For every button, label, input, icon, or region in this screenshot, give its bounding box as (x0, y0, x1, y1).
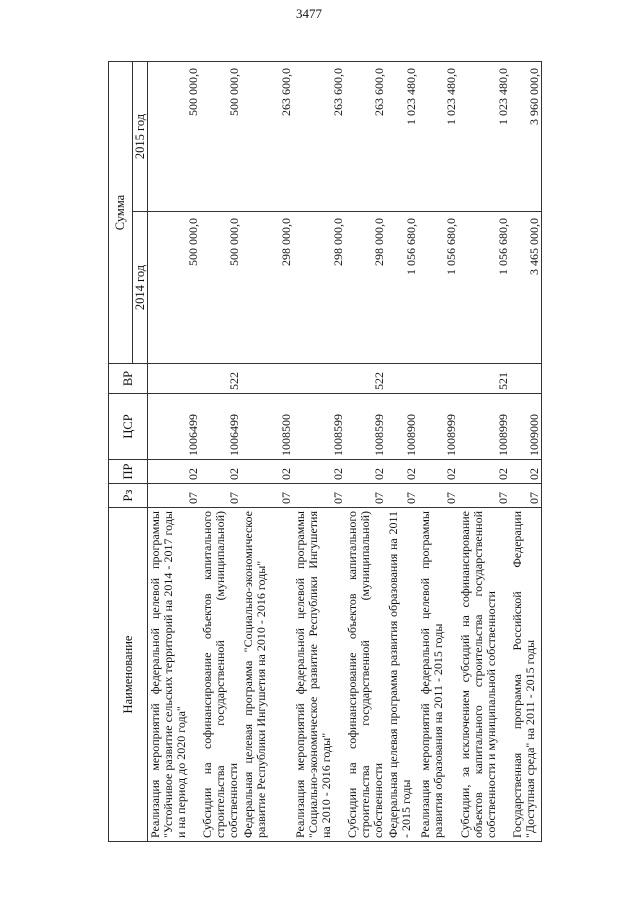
row-csr-cell: 1006499 (148, 394, 200, 460)
table-header (109, 62, 148, 842)
row-name-cell: Субсидии на софинансирование объектов капитального строительства государственной (муниципальной) собственности (345, 508, 386, 842)
header-csr: ЦСР (109, 394, 148, 460)
row-sum-2015-cell: 500 000,0 (200, 62, 241, 212)
row-csr-cell: 1009000 (510, 394, 542, 460)
row-vr-cell: 522 (200, 364, 241, 394)
table-row (241, 62, 293, 842)
row-name-cell: Реализация мероприятий федеральной целевой программы развития образования на 2011 - 2015 годы (418, 508, 458, 842)
row-csr-cell: 1008500 (241, 394, 293, 460)
row-sum-2015-cell: 1 023 480,0 (386, 62, 418, 212)
row-name-cell: Субсидии на софинансирование объектов капитального строительства государственной (муниципальной) собственности (200, 508, 241, 842)
row-rz-cell: 07 (386, 484, 418, 508)
header-2014: 2014 год (133, 212, 148, 364)
row-sum-2015-cell: 263 600,0 (241, 62, 293, 212)
header-sum: Сумма (109, 62, 133, 364)
row-sum-2014-cell: 298 000,0 (345, 212, 386, 364)
row-vr-cell (293, 364, 345, 394)
row-vr-cell (241, 364, 293, 394)
table-row (458, 62, 510, 842)
row-sum-2015-cell: 500 000,0 (148, 62, 200, 212)
row-rz-cell: 07 (418, 484, 458, 508)
row-csr-cell: 1008599 (293, 394, 345, 460)
row-rz-cell: 07 (510, 484, 542, 508)
row-csr-cell: 1008599 (345, 394, 386, 460)
row-vr-cell (148, 364, 200, 394)
row-pr-cell: 02 (200, 460, 241, 484)
header-pr: ПР (109, 460, 148, 484)
row-name-cell: Федеральная целевая программа "Социально-экономическое развитие Республики Ингушетия на 2010 - 2016 годы" (241, 508, 293, 842)
row-name-cell: Федеральная целевая программа развития образования на 2011 - 2015 годы (386, 508, 418, 842)
row-csr-cell: 1006499 (200, 394, 241, 460)
row-name-cell: Государственная программа Российской Федерации "Доступная среда" на 2011 - 2015 годы (510, 508, 542, 842)
row-sum-2014-cell: 1 056 680,0 (458, 212, 510, 364)
row-rz-cell: 07 (241, 484, 293, 508)
row-name-cell: Реализация мероприятий федеральной целевой программы "Устойчивое развитие сельских территорий на 2014 - 2017 годы и на период до 2020 года" (148, 508, 200, 842)
row-sum-2014-cell: 298 000,0 (293, 212, 345, 364)
row-vr-cell (386, 364, 418, 394)
table-row (418, 62, 458, 842)
row-vr-cell (510, 364, 542, 394)
row-csr-cell: 1008900 (386, 394, 418, 460)
row-sum-2014-cell: 1 056 680,0 (386, 212, 418, 364)
row-name-cell: Субсидии, за исключением субсидий на софинансирование объектов капитального строительства государственной собственности и муниципальной собственности (458, 508, 510, 842)
row-pr-cell: 02 (418, 460, 458, 484)
row-sum-2014-cell: 298 000,0 (241, 212, 293, 364)
row-pr-cell: 02 (510, 460, 542, 484)
row-pr-cell: 02 (458, 460, 510, 484)
row-sum-2014-cell: 500 000,0 (200, 212, 241, 364)
row-csr-cell: 1008999 (418, 394, 458, 460)
row-sum-2014-cell: 500 000,0 (148, 212, 200, 364)
row-sum-2015-cell: 1 023 480,0 (418, 62, 458, 212)
row-sum-2014-cell: 3 465 000,0 (510, 212, 542, 364)
row-sum-2015-cell: 1 023 480,0 (458, 62, 510, 212)
page-number: 3477 (296, 6, 322, 21)
budget-table-sheet (108, 62, 608, 842)
row-rz-cell: 07 (458, 484, 510, 508)
table-row (148, 62, 200, 842)
row-pr-cell: 02 (293, 460, 345, 484)
row-vr-cell (418, 364, 458, 394)
row-pr-cell: 02 (345, 460, 386, 484)
row-rz-cell: 07 (200, 484, 241, 508)
budget-table (108, 61, 542, 842)
table-row (510, 62, 542, 842)
row-sum-2015-cell: 263 600,0 (293, 62, 345, 212)
row-sum-2014-cell: 1 056 680,0 (418, 212, 458, 364)
header-2015: 2015 год (133, 62, 148, 212)
row-rz-cell: 07 (345, 484, 386, 508)
row-pr-cell: 02 (241, 460, 293, 484)
row-pr-cell: 02 (148, 460, 200, 484)
row-vr-cell: 522 (345, 364, 386, 394)
row-csr-cell: 1008999 (458, 394, 510, 460)
row-pr-cell: 02 (386, 460, 418, 484)
row-sum-2015-cell: 3 960 000,0 (510, 62, 542, 212)
table-row (200, 62, 241, 842)
table-row (386, 62, 418, 842)
header-vr: ВР (109, 364, 148, 394)
table-row (345, 62, 386, 842)
row-name-cell: Реализация мероприятий федеральной целевой программы "Социально-экономическое развитие Республики Ингушетия на 2010 - 2016 годы" (293, 508, 345, 842)
table-row (293, 62, 345, 842)
row-rz-cell: 07 (148, 484, 200, 508)
table-body (148, 62, 542, 842)
row-vr-cell: 521 (458, 364, 510, 394)
row-sum-2015-cell: 263 600,0 (345, 62, 386, 212)
header-rz: Рз (109, 484, 148, 508)
header-name: Наименование (109, 508, 148, 842)
row-rz-cell: 07 (293, 484, 345, 508)
